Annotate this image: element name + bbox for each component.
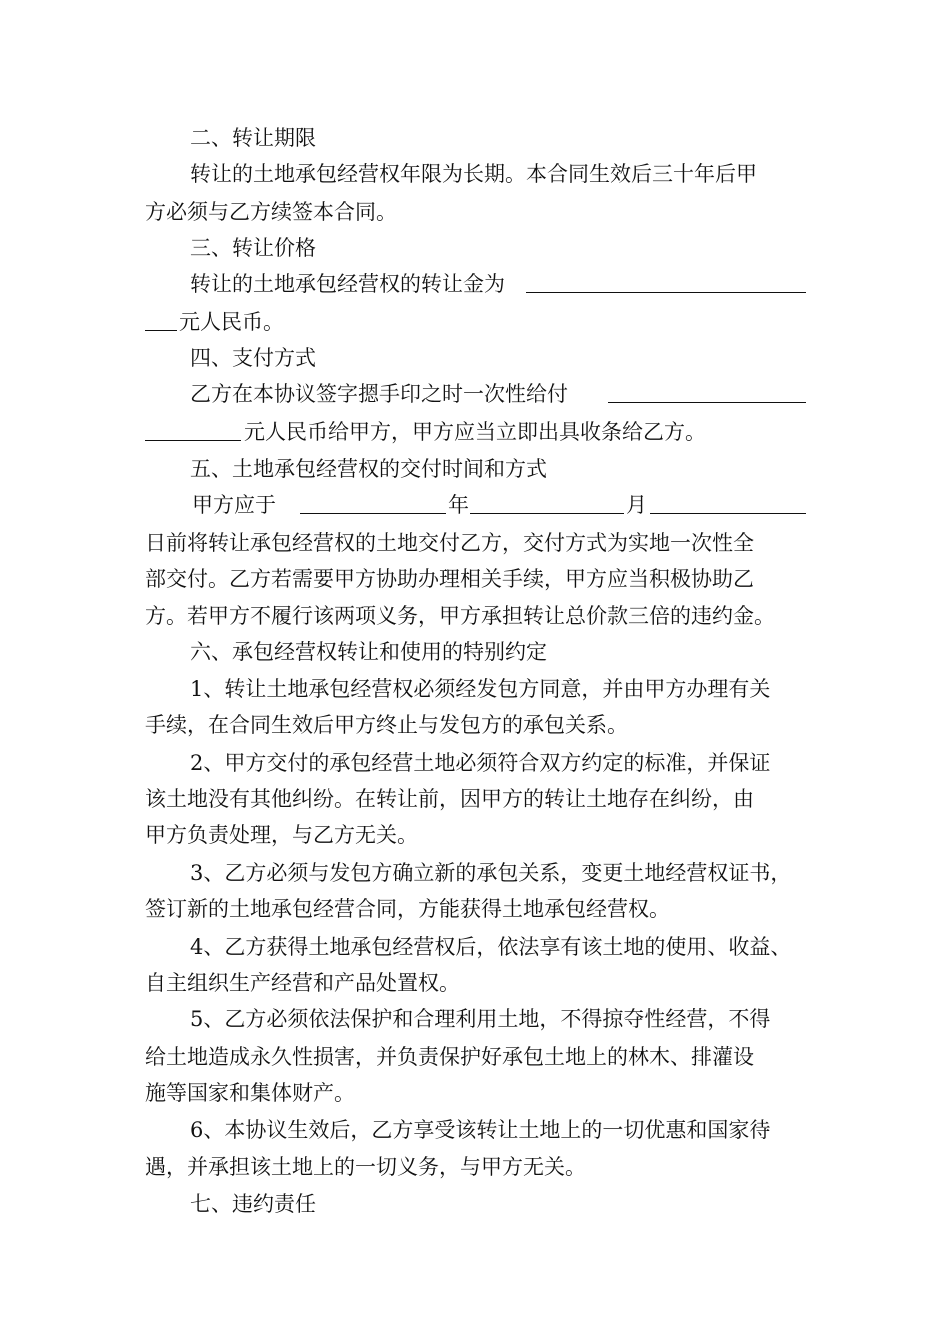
paragraph-text: 该土地没有其他纠纷。在转让前，因甲方的转让土地存在纠纷，由: [145, 787, 754, 811]
paragraph-text: 乙方在本协议签字摁手印之时一次性给付: [190, 382, 568, 406]
paragraph-text: 签订新的土地承包经营合同，方能获得土地承包经营权。: [145, 897, 670, 921]
blank-fill-line: [300, 513, 446, 514]
paragraph-text: 5、乙方必须依法保护和合理利用土地，不得掠夺性经营，不得: [190, 1007, 771, 1031]
paragraph-line: [0, 780, 950, 818]
blank-fill-line: [145, 440, 241, 441]
paragraph-line: [0, 706, 950, 744]
paragraph-text: 部交付。乙方若需要甲方协助办理相关手续，甲方应当积极协助乙: [145, 567, 754, 591]
paragraph-text: 6、本协议生效后，乙方享受该转让土地上的一切优惠和国家待: [190, 1118, 771, 1142]
paragraph-text: 施等国家和集体财产。: [145, 1081, 355, 1105]
paragraph-line: [0, 816, 950, 854]
paragraph-text: 甲方负责处理，与乙方无关。: [145, 823, 418, 847]
heading-text: 三、转让价格: [190, 236, 316, 260]
paragraph-text: 手续，在合同生效后甲方终止与发包方的承包关系。: [145, 713, 628, 737]
blank-fill-line: [145, 330, 177, 331]
paragraph-line: [0, 155, 950, 193]
paragraph-line: [0, 1148, 950, 1186]
paragraph-line: [0, 1038, 950, 1076]
section-heading-breach-liability: [0, 1185, 950, 1223]
paragraph-line: [0, 560, 950, 598]
paragraph-text: 给土地造成永久性损害，并负责保护好承包土地上的林木、排灌设: [145, 1045, 754, 1069]
paragraph-line: [0, 964, 950, 1002]
paragraph-text: 遇，并承担该土地上的一切义务，与甲方无关。: [145, 1155, 586, 1179]
heading-text: 五、土地承包经营权的交付时间和方式: [190, 457, 547, 481]
blank-fill-line: [650, 513, 806, 514]
section-heading-payment-method: [0, 339, 950, 377]
paragraph-text: 转让的土地承包经营权的转让金为: [190, 272, 505, 296]
paragraph-line: [0, 413, 950, 451]
paragraph-text: 4、乙方获得土地承包经营权后，依法享有该土地的使用、收益、: [190, 935, 792, 959]
paragraph-line: [0, 670, 950, 708]
paragraph-text: 日前将转让承包经营权的土地交付乙方，交付方式为实地一次性全: [145, 531, 754, 555]
heading-text: 七、违约责任: [190, 1192, 316, 1216]
section-heading-special-agreements: [0, 633, 950, 671]
paragraph-line: [0, 375, 950, 413]
paragraph-text: 方必须与乙方续签本合同。: [145, 200, 397, 224]
paragraph-line: [0, 486, 950, 524]
paragraph-line: [0, 928, 950, 966]
paragraph-text: 2、甲方交付的承包经营土地必须符合双方约定的标准，并保证: [190, 751, 771, 775]
blank-fill-line: [608, 402, 806, 403]
paragraph-line: [0, 524, 950, 562]
paragraph-line: [0, 1000, 950, 1038]
paragraph-text: 方。若甲方不履行该两项义务，甲方承担转让总价款三倍的违约金。: [145, 604, 775, 628]
section-heading-transfer-period: [0, 119, 950, 157]
month-text: 月: [626, 493, 647, 517]
paragraph-line: [0, 890, 950, 928]
paragraph-text: 3、乙方必须与发包方确立新的承包关系，变更土地经营权证书，: [190, 861, 792, 885]
paragraph-text: 元人民币。: [179, 310, 284, 334]
heading-text: 二、转让期限: [190, 126, 316, 150]
section-heading-transfer-price: [0, 229, 950, 267]
paragraph-line: [0, 265, 950, 303]
paragraph-text: 自主组织生产经营和产品处置权。: [145, 971, 460, 995]
blank-fill-line: [526, 292, 806, 293]
blank-fill-line: [470, 513, 624, 514]
paragraph-line: [0, 1111, 950, 1149]
paragraph-line: [0, 303, 950, 341]
paragraph-line: [0, 193, 950, 231]
year-text: 年: [448, 493, 469, 517]
paragraph-text: 甲方应于: [192, 493, 276, 517]
heading-text: 四、支付方式: [190, 346, 316, 370]
paragraph-line: [0, 744, 950, 782]
section-heading-delivery-time: [0, 450, 950, 488]
paragraph-text: 转让的土地承包经营权年限为长期。本合同生效后三十年后甲: [190, 162, 757, 186]
paragraph-line: [0, 1074, 950, 1112]
heading-text: 六、承包经营权转让和使用的特别约定: [190, 640, 547, 664]
paragraph-line: [0, 597, 950, 635]
paragraph-text: 1、转让土地承包经营权必须经发包方同意，并由甲方办理有关: [190, 677, 771, 701]
paragraph-line: [0, 854, 950, 892]
paragraph-text: 元人民币给甲方，甲方应当立即出具收条给乙方。: [244, 420, 706, 444]
